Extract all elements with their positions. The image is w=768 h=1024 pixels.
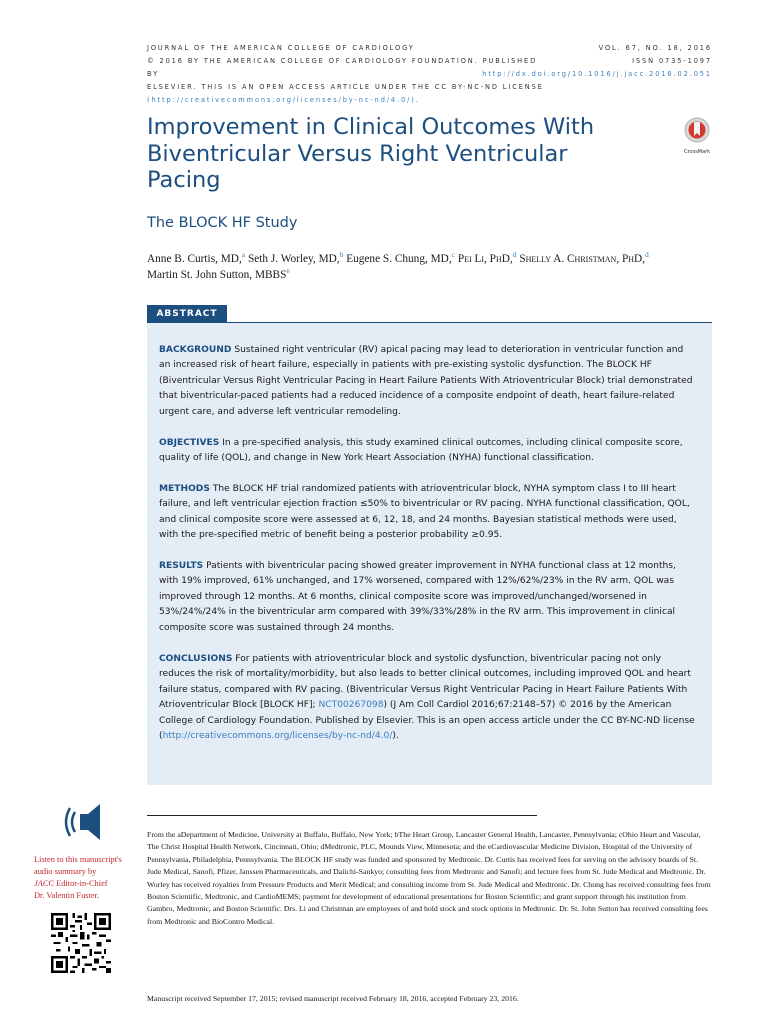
crossmark-icon (684, 117, 710, 143)
footnote-divider (147, 815, 537, 816)
crossmark-label: CrossMark (683, 149, 711, 155)
author-list (147, 251, 707, 283)
article-title: Improvement in Clinical Outcomes With Biventricular Versus Right Ventricular Pacing (147, 114, 595, 193)
abstract-label: ABSTRACT (147, 305, 227, 323)
abstract-objectives: OBJECTIVES In a pre-specified analysis, this study examined clinical outcomes, including clinical composite score, quality of life (QOL), and change in New York Heart Association (NYHA) functional classification. (159, 438, 683, 464)
author: Anne B. Curtis, MD,$^a$ (147, 250, 246, 265)
license-link[interactable]: (http://creativecommons.org/licenses/by-nc-nd/4.0/). (147, 96, 420, 104)
crossmark-badge[interactable] (681, 117, 713, 155)
issue-info (452, 42, 712, 81)
author: Seth J. Worley, MD,$^b$ (247, 250, 344, 265)
abstract-results: RESULTS Patients with biventricular pacing showed greater improvement in NYHA functional class at 12 months, with 19% improved, 61% unchanged, and 17% worsened, compared with 12%/62%/23% in the RV arm. QOL was improved through 12 months. At 6 months, clinical composite score was improved/unchanged/worsened in 53%/24%/24% in the biventricular arm compared with 39%/33%/28% in the RV arm. This improvement in clinical composite score was sustained through 24 months. (159, 561, 676, 633)
author: Martin St. John Sutton, MBBS$^e$ (147, 266, 290, 281)
abstract-methods: METHODS The BLOCK HF trial randomized patients with atrioventricular block, NYHA symptom class I to III heart failure, and left ventricular ejection fraction ≤50% to biventricular or RV pacing. NYHA functional classification, QOL, and clinical composite score were assessed at 6, 12, 18, and 24 months. Bayesian statistical methods were used, with the pre-specified metric of benefit being a posterior probability ≥0.95. (159, 484, 690, 541)
copyright-line: © 2016 BY THE AMERICAN COLLEGE OF CARDIOLOGY FOUNDATION. PUBLISHED BY (147, 57, 538, 78)
issn: ISSN 0735-1097 (632, 57, 712, 65)
doi-link[interactable]: http://dx.doi.org/10.1016/j.jacc.2016.02.051 (482, 70, 712, 78)
author: Shelly A. Christman, PhD,$^d$ (519, 250, 649, 265)
trial-registry-link[interactable]: NCT00267098 (318, 700, 384, 711)
affiliations-footnote: From the aDepartment of Medicine, University at Buffalo, Buffalo, New York; bThe Heart Group, Lancaster General Health, Lancaster, Pennsylvania; cOhio Heart and Vascular, The Christ Hospital Health Network, Cincinnati, Ohio; dMedtronic, PLC, Mounds View, Minnesota; and the eCardiovascular Medicine Division, Hospital of the University of Pennsylvania, Philadelphia, Pennsylvania. The BLOCK HF study was funded and sponsored by Medtronic. Dr. Curtis has received fees for serving on the advisory boards of St. Jude Medical, Sanofi, Pfizer, Janssen Pharmaceuticals, and Daiichi-Sankyo; consulting fees from Medtronic and Sanofi; and lecture fees from St. Jude Medical and Medtronic. Dr. Worley has received royalties from Pressure Products and Merit Medical; and consulting income from St. Jude Medical and Medtronic. Dr. Chung has received consulting fees from Boston Scientific, Medtronic, and CardioMEMS; payment for development of educational presentations for Boston Scientific; and grant support through his institution from Gambro, Medtronic, and Boston Scientific. Drs. Li and Christman are employees of and hold stock and stock options in Medtronic. Dr. St. John Sutton has received consulting fees from Medtronic and BioContro Medical. (147, 830, 711, 926)
audio-summary-link[interactable]: Listen to this manuscript's audio summary by JACC Editor-in-Chief Dr. Valentin Fuster. (34, 855, 122, 900)
manuscript-dates: Manuscript received September 17, 2015; revised manuscript received February 18, 2016, accepted February 23, 2016. (147, 994, 519, 1003)
journal-name: JOURNAL OF THE AMERICAN COLLEGE OF CARDIOLOGY (147, 44, 415, 52)
license-url-link[interactable]: http://creativecommons.org/licenses/by-nc-nd/4.0/ (162, 731, 393, 742)
abstract-conclusions: CONCLUSIONS For patients with atrioventricular block and systolic dysfunction, biventricular pacing not only reduces the risk of mortality/morbidity, but also leads to better clinical outcomes, including improved QOL and heart failure status, compared with RV pacing. (Biventricular Versus Right Ventricular Pacing in Heart Failure Patients With Atrioventricular Block [BLOCK HF]; NCT00267098) (J Am Coll Cardiol 2016;67:2148–57) © 2016 by the American College of Cardiology Foundation. Published by Elsevier. This is an open access article under the CC BY-NC-ND license (http://creativecommons.org/licenses/by-nc-nd/4.0/). (159, 654, 695, 742)
author: Eugene S. Chung, MD,$^c$ (346, 250, 455, 265)
article-subtitle: The BLOCK HF Study (147, 215, 298, 231)
abstract-background: BACKGROUND Sustained right ventricular (RV) apical pacing may lead to deterioration in ventricular function and an increased risk of heart failure, especially in patients with pre-existing systolic dysfunction. The BLOCK HF (Biventricular Versus Right Ventricular Pacing in Heart Failure Patients With Atrioventricular Block) trial demonstrated that biventricular-paced patients had a reduced incidence of a composite endpoint of death, heart failure-related urgent care, and adverse left ventricular remodeling. (159, 345, 693, 417)
volume-info: VOL. 67, NO. 18, 2016 (598, 44, 712, 52)
author: Pei Li, PhD,$^d$ (457, 250, 517, 265)
qr-code-icon[interactable] (51, 913, 111, 973)
speaker-icon[interactable] (62, 800, 110, 844)
copyright-line: ELSEVIER. THIS IS AN OPEN ACCESS ARTICLE UNDER THE CC BY-NC-ND LICENSE (147, 83, 544, 91)
